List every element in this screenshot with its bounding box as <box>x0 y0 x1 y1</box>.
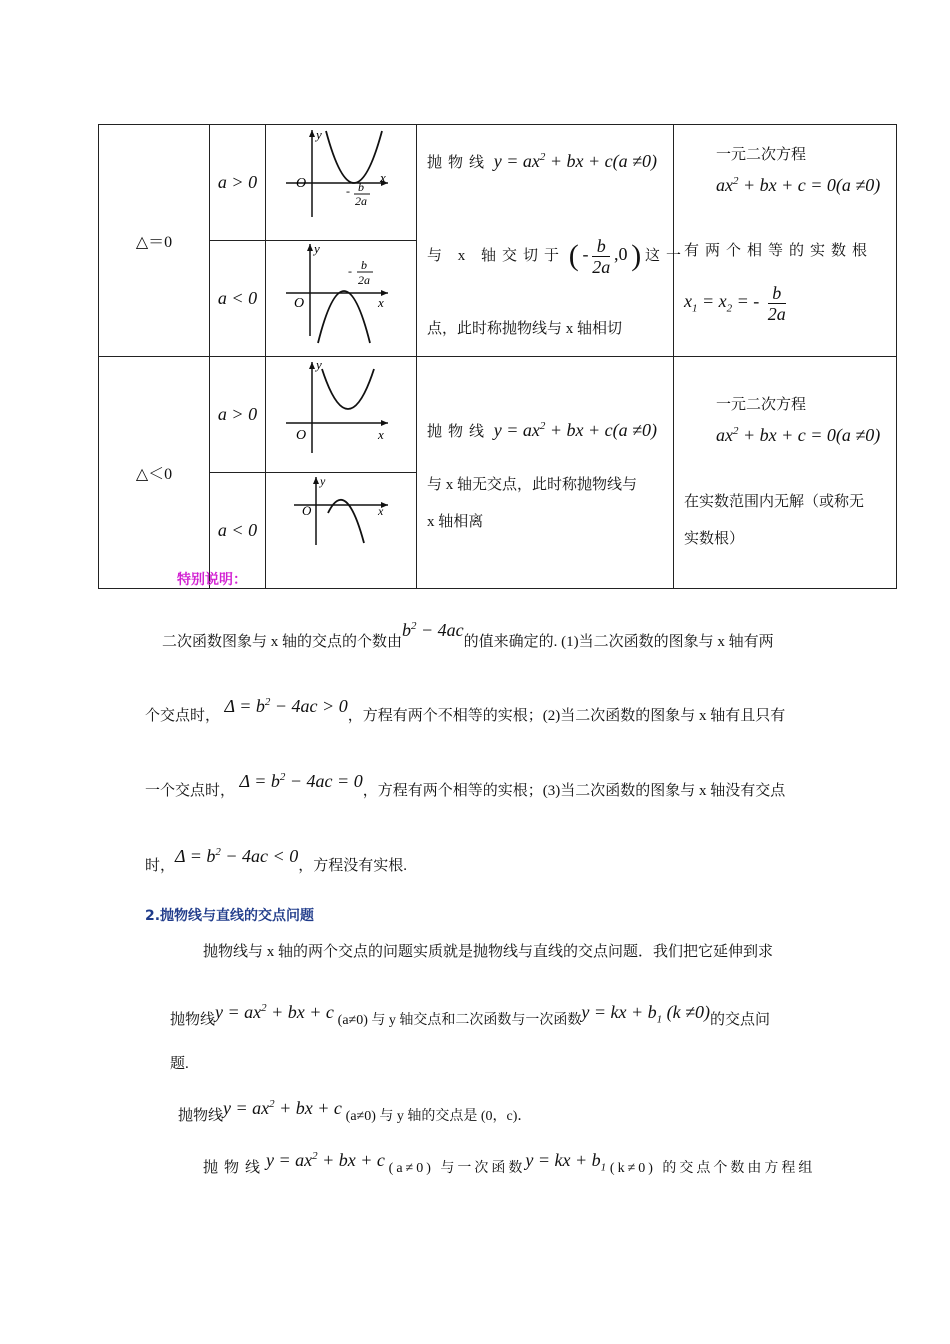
delta-negative-label: △＜0 <box>135 466 173 483</box>
desc-line2-prefix: 与 x 轴交切于 <box>427 247 566 264</box>
origin-label: O <box>294 296 305 311</box>
delta-negative-conclusion <box>674 357 897 589</box>
origin-label: O <box>296 176 307 191</box>
minus-sign: - <box>348 264 352 278</box>
y-axis-label: y <box>320 474 326 488</box>
delta-zero-description: 抛物线 $y = ax^2$ + bx + c(a ≠0) 与 x 轴交切于 ( - $\frac{b}{2a}$ ,0 ) 这一 点，此时称抛物线与 x 轴相切 <box>417 125 674 357</box>
delta-zero-conclusion <box>674 125 897 357</box>
desc-formula: $y = ax^2$ + bx + c(a ≠0) <box>493 150 658 171</box>
delta-negative-cell <box>99 357 210 589</box>
parabola-graph-up-no-roots <box>266 357 416 467</box>
x-axis-label: x <box>378 427 384 442</box>
equation-roots-text: 有两个相等的实数根 <box>684 242 874 259</box>
y-axis-label: y <box>314 241 320 256</box>
delta-zero-cell <box>99 125 210 357</box>
two-a-label: 2a <box>355 194 367 208</box>
a-condition-label: a < 0 <box>217 288 258 308</box>
desc-line3: x 轴相离 <box>427 513 484 530</box>
origin-label: O <box>296 428 307 443</box>
special-note-line4: 时，$\Delta = b^2 - 4ac < 0$，方程没有实根. <box>145 846 407 874</box>
a-condition-label: a > 0 <box>217 404 258 424</box>
special-note-line3: 一个交点时， $\Delta = b^2 - 4ac = 0$，方程有两个相等的实根；(3)当二次函数的图象与 x 轴没有交点 <box>145 771 786 799</box>
y-axis-label: y <box>316 127 322 142</box>
x-axis-label: x <box>378 504 384 518</box>
parabola-graph-down-tangent <box>266 241 416 351</box>
b-label: b <box>361 258 367 272</box>
b-label: b <box>358 180 364 194</box>
a-positive-cell <box>210 357 266 473</box>
root-formula: $x_1 = x_2$ = - $\frac{b}{2a}$ <box>684 282 786 324</box>
equation-no-solution: 在实数范围内无解（或称无 <box>684 493 865 510</box>
graph-cell <box>266 125 417 241</box>
a-condition-label: a > 0 <box>217 172 258 192</box>
x-axis-label: x <box>378 295 384 310</box>
section2-line3: 题. <box>170 1056 189 1072</box>
special-note-line2: 个交点时， $\Delta = b^2 - 4ac > 0$，方程有两个不相等的实根；(2)当二次函数的图象与 x 轴有且只有 <box>145 696 786 724</box>
special-note-line1: 二次函数图象与 x 轴的交点的个数由$b^2 - 4ac$的值来确定的. (1)当二次函数的图象与 x 轴有两 <box>162 620 774 650</box>
equation-title: 一元二次方程 <box>716 146 807 163</box>
point-minus: - <box>582 243 589 264</box>
desc-prefix: 抛物线 <box>427 423 491 440</box>
equation-title: 一元二次方程 <box>716 396 807 413</box>
section2-heading: 2.抛物线与直线的交点问题 <box>145 908 315 924</box>
section2-line4: 抛物线$y = ax^2$ + bx + c (a≠0) 与 y 轴的交点是 (0，c)． <box>178 1098 532 1124</box>
graph-cell <box>266 473 417 589</box>
a-negative-cell <box>210 241 266 357</box>
two-a-label: 2a <box>358 273 370 287</box>
minus-sign: - <box>346 184 350 198</box>
desc-line3: 点，此时称抛物线与 x 轴相切 <box>427 320 623 337</box>
desc-prefix: 抛物线 <box>427 154 491 171</box>
equation-formula: $ax^2$ + bx + c = 0(a ≠0) <box>716 424 881 445</box>
section2-line2: 抛物线$y = ax^2$ + bx + c (a≠0) 与 y 轴交点和二次函数与一次函数y = kx + $b_1$ (k ≠0)的交点问 <box>170 1002 771 1028</box>
point-zero: ,0 <box>614 243 628 264</box>
section2-line5: 抛物线$y = ax^2$ + bx + c (a≠0) 与一次函数y = kx + $b_1$ (k≠0) 的交点个数由方程组 <box>203 1150 816 1176</box>
a-positive-cell <box>210 125 266 241</box>
graph-cell <box>266 241 417 357</box>
section2-line1: 抛物线与 x 轴的两个交点的问题实质就是抛物线与直线的交点问题．我们把它延伸到求 <box>203 944 774 960</box>
y-axis-label: y <box>316 357 322 372</box>
special-note-title: 特别说明： <box>177 572 247 588</box>
desc-line2: 与 x 轴无交点，此时称抛物线与 <box>427 476 638 493</box>
a-condition-label: a < 0 <box>217 520 258 540</box>
equation-formula: $ax^2$ + bx + c = 0(a ≠0) <box>716 174 881 195</box>
origin-label: O <box>302 503 312 518</box>
x-axis-label: x <box>380 170 386 185</box>
desc-line2-suffix: 这一 <box>645 247 688 264</box>
point-fraction: $\frac{b}{2a}$ <box>592 235 611 277</box>
discriminant-table <box>98 124 897 589</box>
parabola-graph-down-no-roots <box>266 473 416 583</box>
delta-negative-description <box>417 357 674 589</box>
parabola-graph-up-tangent <box>266 125 416 235</box>
graph-cell <box>266 357 417 473</box>
delta-zero-label: △＝0 <box>135 234 173 251</box>
desc-formula: $y = ax^2$ + bx + c(a ≠0) <box>493 419 658 440</box>
equation-no-solution-cont: 实数根） <box>684 530 745 547</box>
